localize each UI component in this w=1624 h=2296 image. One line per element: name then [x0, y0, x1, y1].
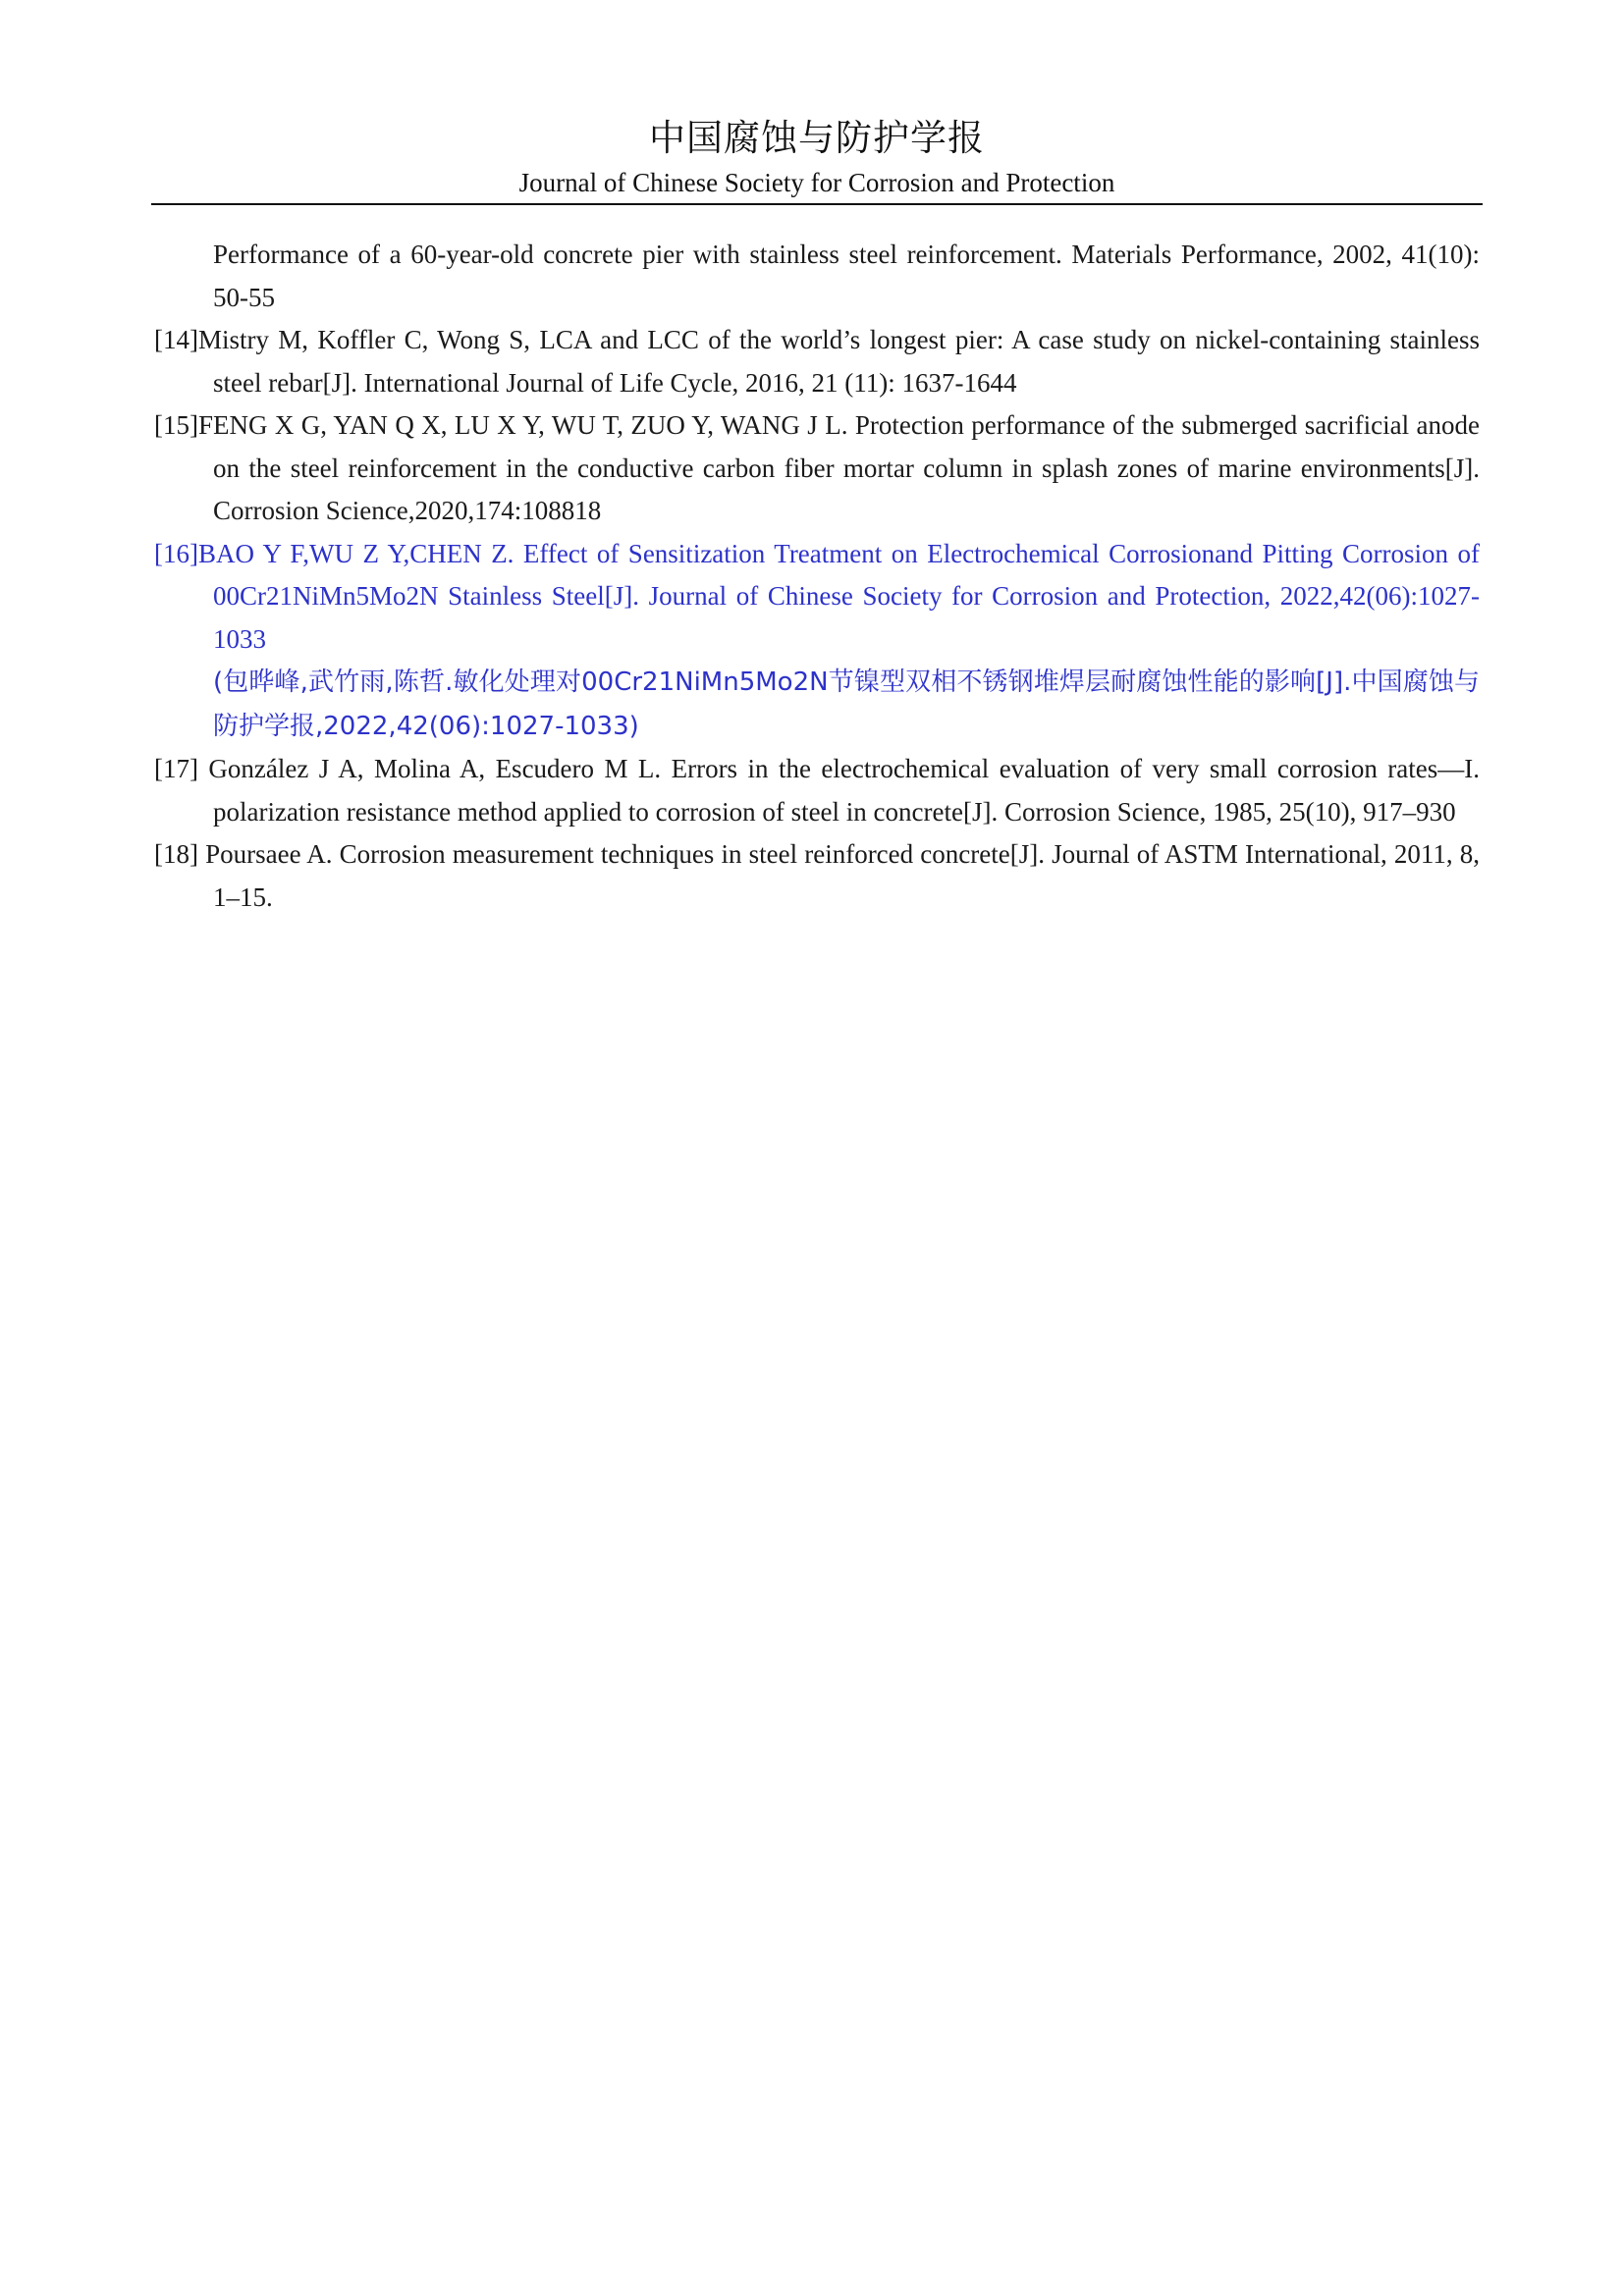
reference-label: [14] — [154, 325, 198, 354]
reference-item-15 — [154, 404, 1480, 533]
reference-text: BAO Y F,WU Z Y,CHEN Z. Effect of Sensitization Treatment on Electrochemical Corrosionand Pitting Corrosion of 00Cr21NiMn5Mo2N Stainless Steel[J]. Journal of Chinese Society for Corrosion and Protection, 2022,42(06):1027-1033 — [197, 538, 1480, 654]
reference-item-16-chinese — [154, 661, 1480, 748]
reference-item-16-english — [154, 533, 1480, 662]
reference-list — [154, 234, 1480, 919]
reference-label: [18] — [154, 839, 198, 869]
reference-text: FENG X G, YAN Q X, LU X Y, WU T, ZUO Y, WANG J L. Protection performance of the submerged sacrificial anode on the steel reinforcement in the conductive carbon fiber mortar column in splash zones of marine environments[J]. Corrosion Science,2020,174:108818 — [197, 410, 1480, 525]
reference-item-18 — [154, 833, 1480, 919]
reference-label: [17] — [154, 754, 198, 783]
reference-text: González J A, Molina A, Escudero M L. Errors in the electrochemical evaluation of very small corrosion rates—I. polarization resistance method applied to corrosion of steel in concrete[J]. Corrosion Science, 1985, 25(10), 917–930 — [197, 754, 1480, 827]
journal-title-english: Journal of Chinese Society for Corrosion and Protection — [518, 168, 1115, 197]
header-divider — [151, 203, 1483, 205]
reference-continuation — [154, 234, 1480, 319]
reference-translation: (包晔峰,武竹雨,陈哲.敏化处理对00Cr21NiMn5Mo2N节镍型双相不锈钢堆焊层耐腐蚀性能的影响[J].中国腐蚀与防护学报,2022,42(06):1027-1033) — [213, 667, 1480, 741]
reference-label: [15] — [154, 410, 198, 440]
reference-text: Poursaee A. Corrosion measurement techniques in steel reinforced concrete[J]. Journal of ASTM International, 2011, 8, 1–15. — [197, 839, 1480, 912]
reference-label: [16] — [154, 538, 198, 568]
reference-item-14 — [154, 319, 1480, 404]
reference-text: Performance of a 60-year-old concrete pier with stainless steel reinforcement. Materials Performance, 2002, 41(10): 50-55 — [213, 240, 1480, 312]
journal-title-chinese: 中国腐蚀与防护学报 — [649, 117, 985, 159]
reference-text: Mistry M, Koffler C, Wong S, LCA and LCC of the world’s longest pier: A case study on nickel-containing stainless steel rebar[J]. International Journal of Life Cycle, 2016, 21 (11): 1637-1644 — [197, 325, 1480, 398]
reference-item-17 — [154, 748, 1480, 833]
page-header — [151, 114, 1483, 200]
reference-item-16 — [154, 533, 1480, 749]
